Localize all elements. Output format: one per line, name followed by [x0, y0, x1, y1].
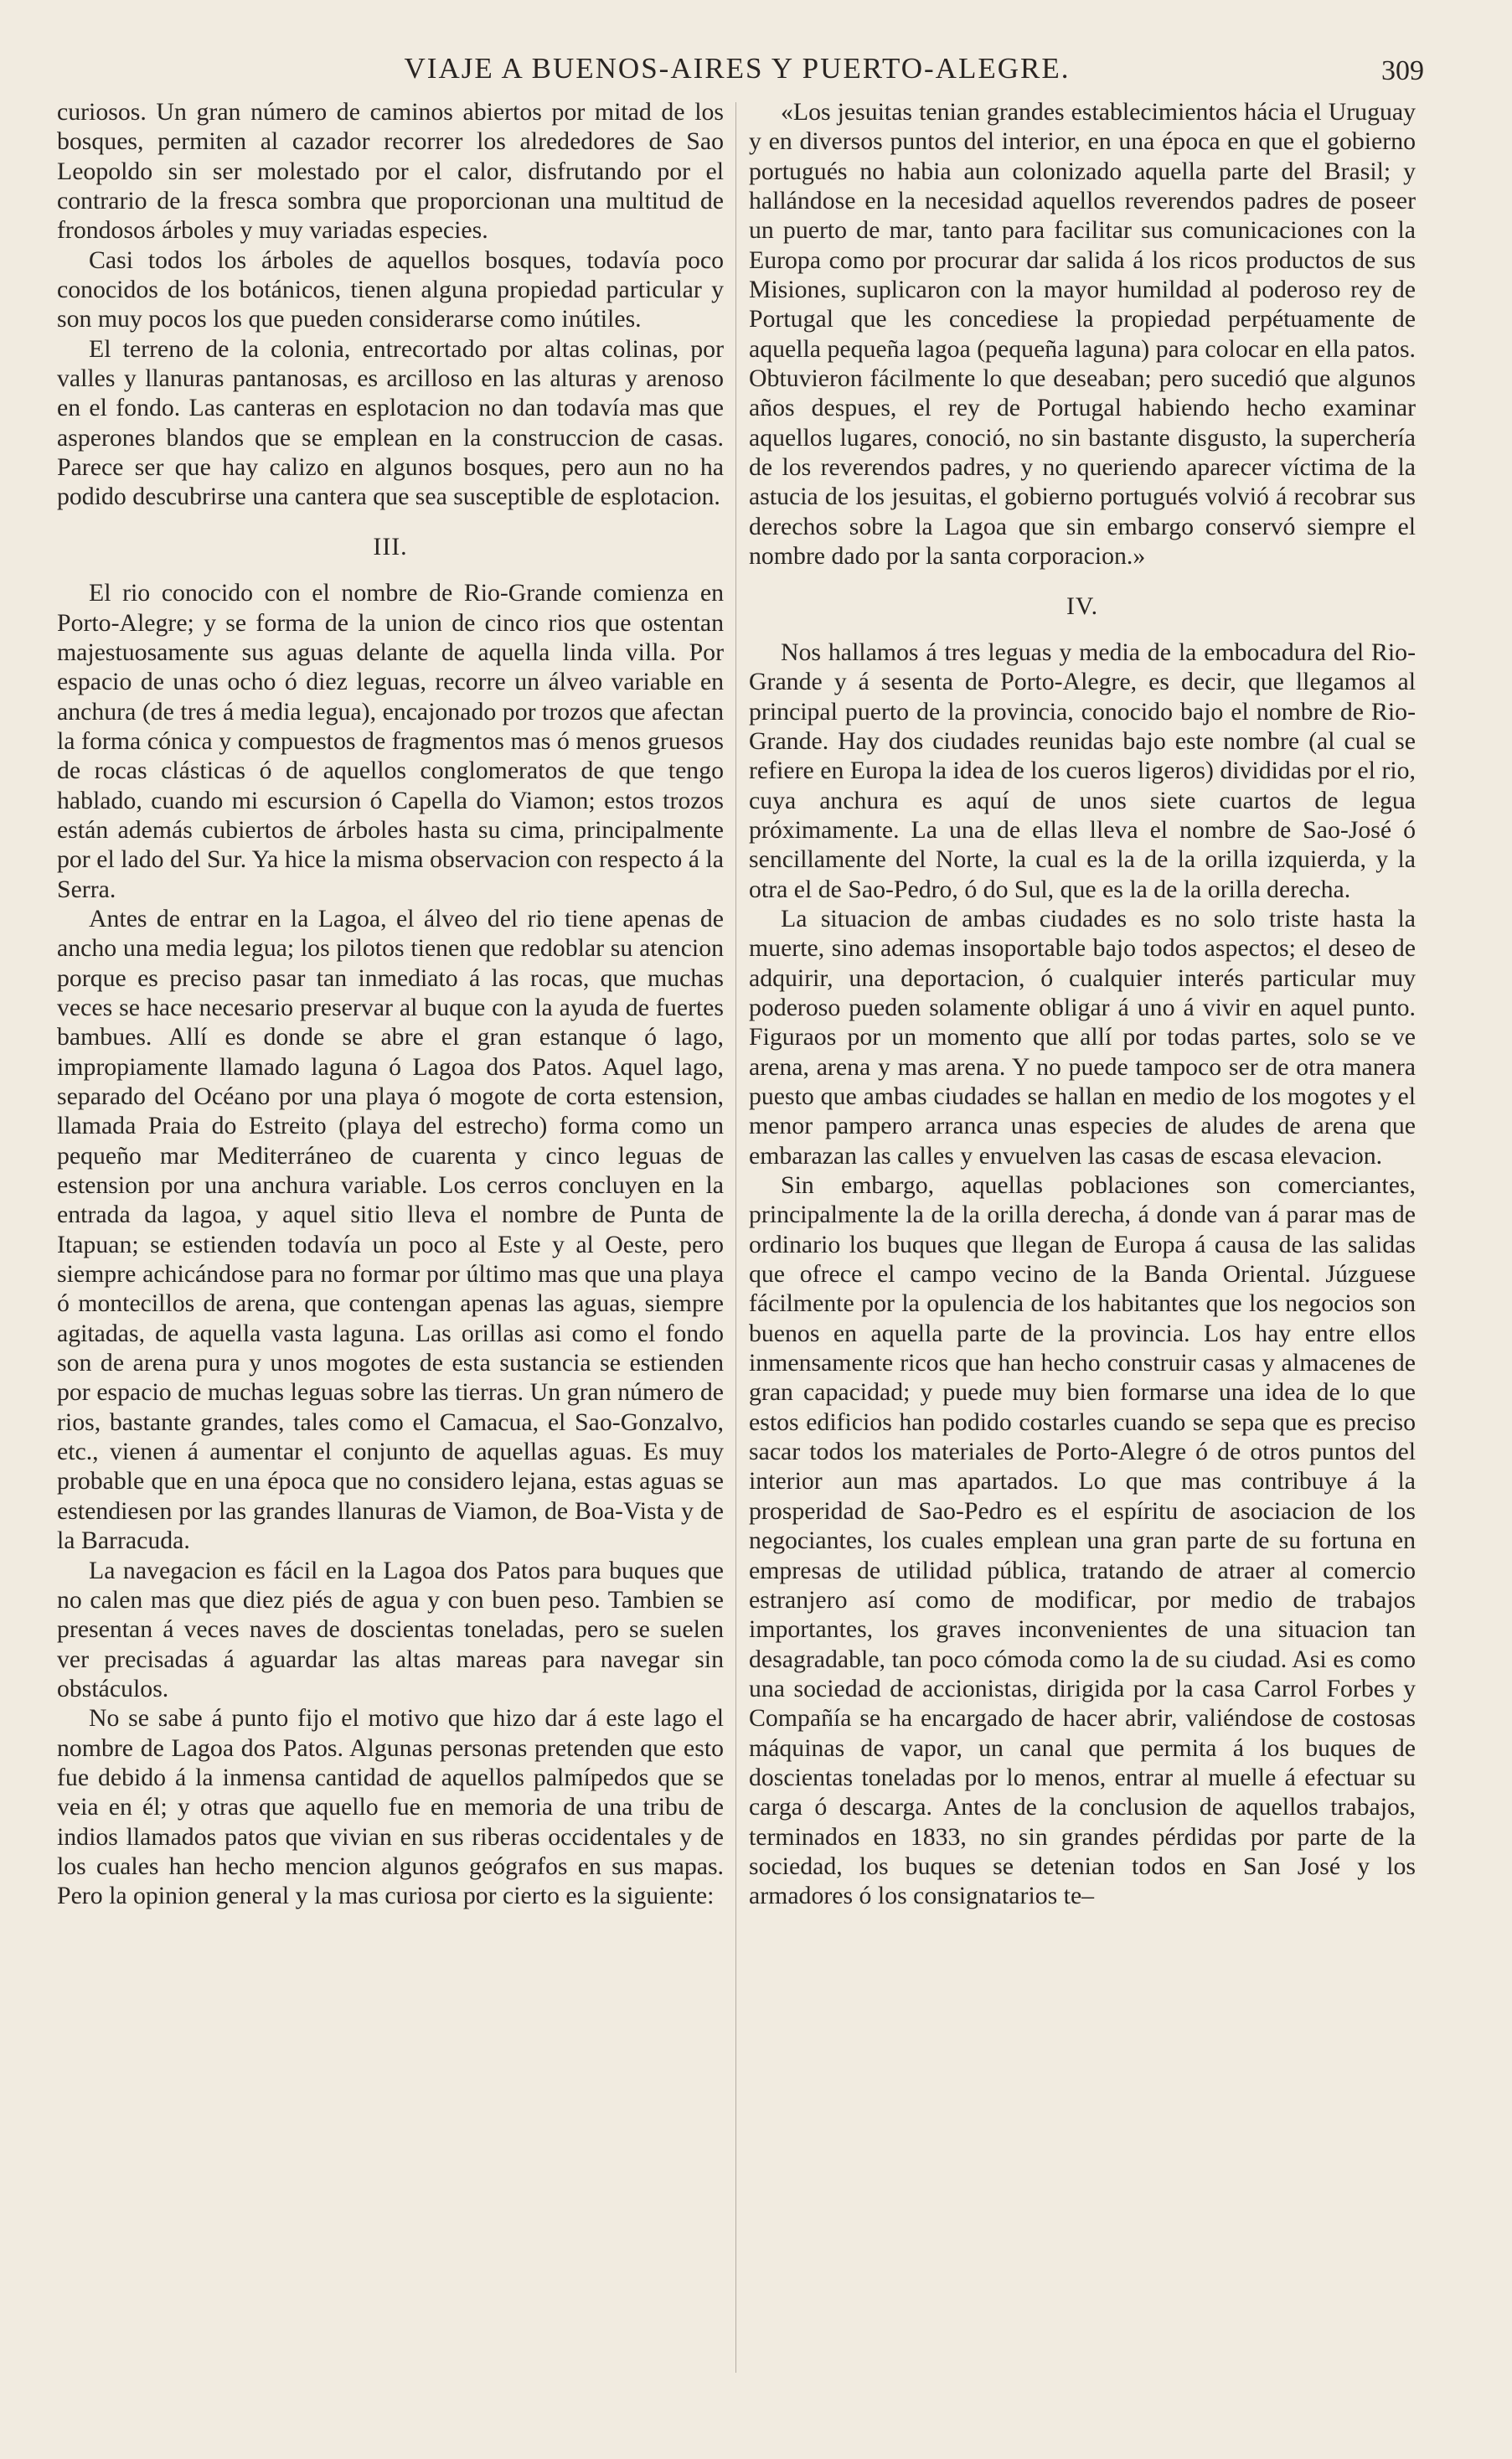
- page-number: 309: [1381, 55, 1424, 86]
- right-column: [749, 97, 1416, 1911]
- paragraph: El terreno de la colonia, entrecortado por altas colinas, por valles y llanuras pantanosas, es arcilloso en las alturas y arenoso en el fondo. Las canteras en esplotacion no dan todavía mas que asperones blandos que se emplean en la construccion de casas. Parece ser que hay calizo en algunos bosques, pero aun no ha podido descubrirse una cantera que sea susceptible de esplotacion.: [57, 334, 724, 511]
- paragraph: Antes de entrar en la Lagoa, el álveo del rio tiene apenas de ancho una media legua; los pilotos tienen que redoblar su atencion porque es preciso pasar tan inmediato á las rocas, que muchas veces se hace necesario preservar al buque con la ayuda de fuertes bambues. Allí es donde se abre el gran estanque ó lago, impropiamente llamado laguna ó Lagoa dos Patos. Aquel lago, separado del Océano por una playa ó mogote de corta estension, llamada Praia do Estreito (playa del estrecho) forma como un pequeño mar Mediterráneo de cuarenta y cinco leguas de estension por una anchura variable. Los cerros concluyen en la entrada da lagoa, y aquel sitio lleva el nombre de Punta de Itapuan; se estienden todavía un poco al Este y al Oeste, pero siempre achicándose para no formar por último mas que una playa ó montecillos de arena, que contengan apenas las aguas, siempre agitadas, de aquella vasta laguna. Las orillas asi como el fondo son de arena pura y unos mogotes de esta sustancia se estienden por espacio de muchas leguas sobre las tierras. Un gran número de rios, bastante grandes, tales como el Camacua, el Sao-Gonzalvo, etc., vienen á aumentar el conjunto de aquellas aguas. Es muy probable que en una época que no considero lejana, estas aguas se estendiesen por las grandes llanuras de Viamon, de Boa-Vista y de la Barracuda.: [57, 904, 724, 1555]
- running-title: VIAJE A BUENOS-AIRES Y PUERTO-ALEGRE.: [404, 52, 1071, 85]
- section-heading: IV.: [1066, 592, 1099, 620]
- left-column: [57, 97, 724, 1911]
- paragraph: La situacion de ambas ciudades es no solo triste hasta la muerte, sino ademas insoportable bajo todos aspectos; el deseo de adquirir, una deportacion, ó cualquier interés particular muy poderoso pueden solamente obligar á uno á vivir en aquel punto. Figuraos por un momento que allí por todas partes, solo se ve arena, arena y mas arena. Y no puede tampoco ser de otra manera puesto que ambas ciudades se hallan en medio de los mogotes y el menor pampero arranca unas especies de aludes de arena que embarazan las calles y envuelven las casas de escasa elevacion.: [749, 904, 1416, 1170]
- paragraph: Nos hallamos á tres leguas y media de la embocadura del Rio-Grande y á sesenta de Porto-Alegre, es decir, que llegamos al principal puerto de la provincia, conocido bajo el nombre de Rio-Grande. Hay dos ciudades reunidas bajo este nombre (al cual se refiere en Europa la idea de los cueros ligeros) divididas por el rio, cuya anchura es aquí de unos siete cuartos de legua próximamente. La una de ellas lleva el nombre de Sao-José ó sencillamente del Norte, la cual es la de la orilla izquierda, y la otra el de Sao-Pedro, ó do Sul, que es la de la orilla derecha.: [749, 638, 1416, 903]
- paragraph: La navegacion es fácil en la Lagoa dos Patos para buques que no calen mas que diez piés de agua y con buen peso. Tambien se presentan á veces naves de doscientas toneladas, pero se suelen ver precisadas á aguardar las altas mareas para navegar sin obstáculos.: [57, 1556, 724, 1702]
- paragraph: Sin embargo, aquellas poblaciones son comerciantes, principalmente la de la orilla derecha, á donde van á parar mas de ordinario los buques que llegan de Europa á causa de las salidas que ofrece el campo vecino de la Banda Oriental. Júzguese fácilmente por la opulencia de los habitantes que los negocios son buenos en aquella parte de la provincia. Los hay entre ellos inmensamente ricos que han hecho construir casas y almacenes de gran capacidad; y puede muy bien formarse una idea de lo que estos edificios han podido costarles cuando se sepa que es preciso sacar todos los materiales de Porto-Alegre ó de otros puntos del interior aun mas apartados. Lo que mas contribuye á la prosperidad de Sao-Pedro es el espíritu de asociacion de los negociantes, los cuales emplean una gran parte de su fortuna en empresas de utilidad pública, tratando de atraer al comercio estranjero así como de modificar, por medio de trabajos importantes, los graves inconvenientes de una situacion tan desagradable, tan poco cómoda como la de su ciudad. Asi es como una sociedad de accionistas, dirigida por la casa Carrol Forbes y Compañía se ha encargado de hacer abrir, valiéndose de costosas máquinas de vapor, un canal que permita á los buques de doscientas toneladas por lo menos, entrar al muelle á efectuar su carga ó descarga. Antes de la conclusion de aquellos trabajos, terminados en 1833, no sin grandes pérdidas por parte de la sociedad, los buques se detenian todos en San José y los armadores ó los consignatarios te–: [749, 1171, 1416, 1910]
- paragraph: Casi todos los árboles de aquellos bosques, todavía poco conocidos de los botánicos, tienen alguna propiedad particular y son muy pocos los que pueden considerarse como inútiles.: [57, 245, 724, 333]
- paragraph: «Los jesuitas tenian grandes establecimientos hácia el Uruguay y en diversos puntos del interior, en una época en que el gobierno portugués no habia aun colonizado aquella parte del Brasil; y hallándose en la necesidad aquellos reverendos padres de poseer un puerto de mar, tanto para facilitar sus comunicaciones con la Europa como por procurar dar salida á los ricos productos de sus Misiones, suplicaron con la mayor humildad al poderoso rey de Portugal que les concediese la propiedad perpétuamente de aquella pequeña lagoa (pequeña laguna) para colocar en ella patos. Obtuvieron fácilmente lo que deseaban; pero sucedió que algunos años despues, el rey de Portugal habiendo hecho examinar aquellos lugares, conoció, no sin bastante disgusto, la superchería de los reverendos padres, y no queriendo aparecer víctima de la astucia de los jesuitas, el gobierno portugués volvió á recobrar sus derechos sobre la Lagoa que sin embargo conservó siempre el nombre dado por la santa corporacion.»: [749, 98, 1416, 571]
- paragraph: El rio conocido con el nombre de Rio-Grande comienza en Porto-Alegre; y se forma de la union de cinco rios que ostentan majestuosamente sus aguas delante de aquella linda villa. Por espacio de unas ocho ó diez leguas, recorre un álveo variable en anchura (de tres á media legua), encajonado por trozos que afectan la forma cónica y compuestos de fragmentos mas ó menos gruesos de rocas clásticas ó de aquellos conglomeratos de que tengo hablado, cuando mi escursion ó Capella do Viamon; estos trozos están además cubiertos de árboles hasta su cima, principalmente por el lado del Sur. Ya hice la misma observacion con respecto á la Serra.: [57, 579, 724, 903]
- column-divider: [735, 102, 736, 2373]
- section-heading: III.: [373, 532, 408, 561]
- paragraph: curiosos. Un gran número de caminos abiertos por mitad de los bosques, permiten al cazador recorrer los alrededores de Sao Leopoldo sin ser molestado por el calor, disfrutando por el contrario de la fresca sombra que proporcionan una multitud de frondosos árboles y muy variadas especies.: [57, 98, 724, 245]
- paragraph: No se sabe á punto fijo el motivo que hizo dar á este lago el nombre de Lagoa dos Patos. Algunas personas pretenden que esto fue debido á la inmensa cantidad de aquellos palmípedos que se veia en él; y otras que aquello fue en memoria de una tribu de indios llamados patos que vivian en sus riberas occidentales y de los cuales han hecho mencion algunos geógrafos en sus mapas. Pero la opinion general y la mas curiosa por cierto es la siguiente:: [57, 1704, 724, 1910]
- page-header: [50, 52, 1424, 99]
